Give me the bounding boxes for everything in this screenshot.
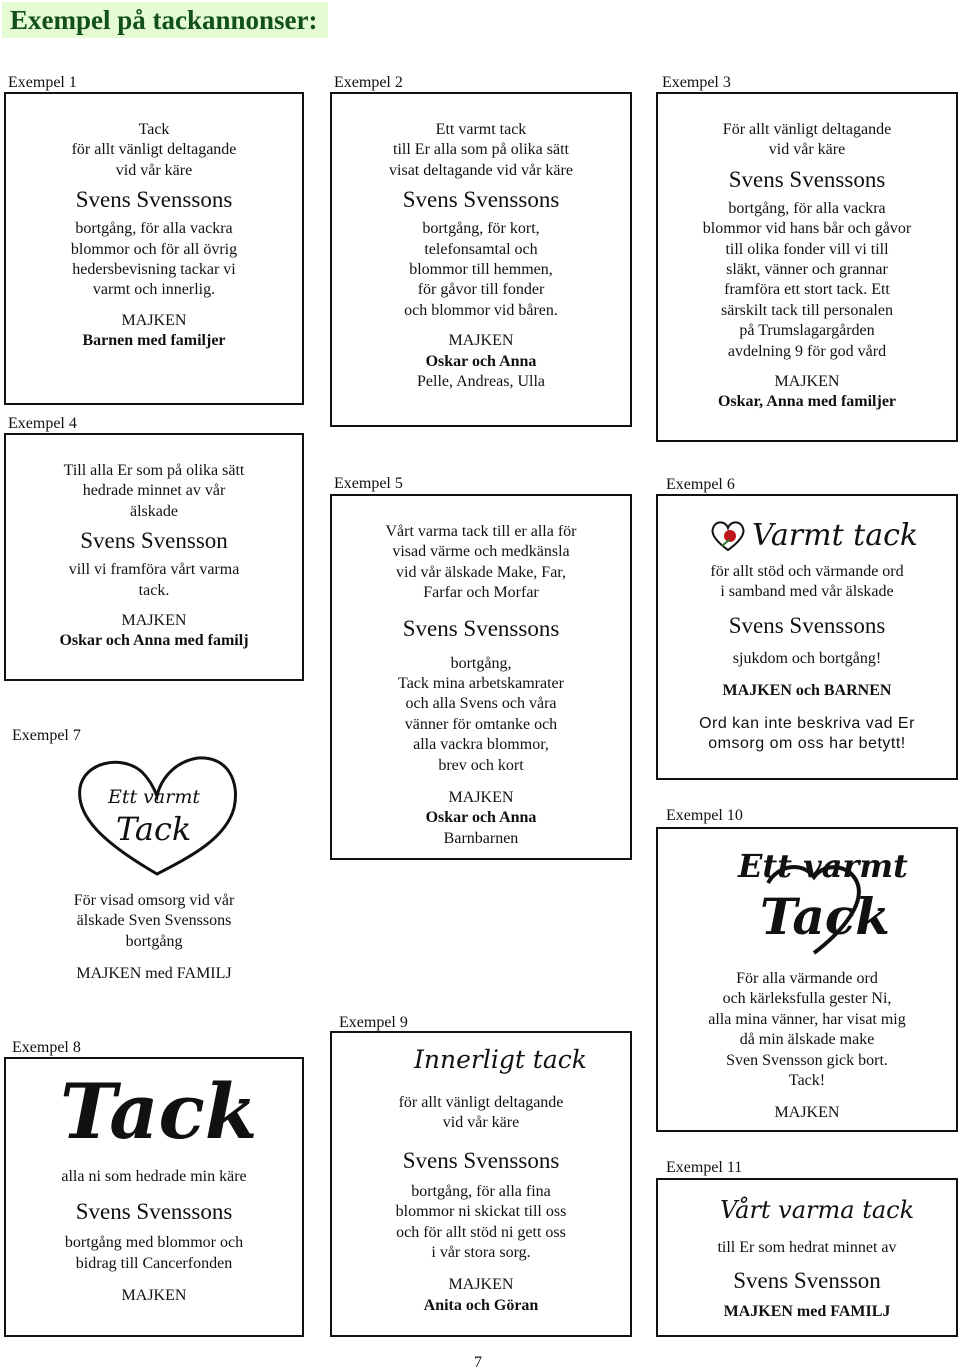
signature-family: Anita och Göran <box>423 1296 539 1314</box>
body-line: blommor till hemmen, <box>409 261 553 279</box>
logo-innerligt-tack: Innerligt tack <box>414 1045 587 1074</box>
logo-text: Tack <box>760 887 890 946</box>
body-line: bortgång <box>125 932 183 950</box>
body-line: blommor och för all övrig <box>70 240 238 258</box>
body-line: brev och kort <box>438 756 524 774</box>
ad-example-2 <box>330 92 632 427</box>
heart-rose-icon <box>708 516 748 556</box>
signature: MAJKEN med FAMILJ <box>76 965 232 983</box>
intro-line: för allt stöd och värmande ord <box>710 563 904 580</box>
label-exempel-4: Exempel 4 <box>8 415 77 432</box>
ad-example-6 <box>656 494 958 780</box>
ad-example-8 <box>4 1057 304 1337</box>
intro-line: till Er alla som på olika sätt <box>393 141 569 159</box>
body-line: Tack! <box>788 1072 826 1090</box>
signature-family: Oskar och Anna med familj <box>59 632 249 650</box>
logo-varmt-tack: Varmt tack <box>752 518 919 553</box>
deceased-name: Svens Svensson <box>80 528 228 554</box>
body-line: Tack mina arbetskamrater <box>398 675 564 693</box>
signature: MAJKEN <box>121 612 187 630</box>
intro-line: vid vår käre <box>442 1114 520 1132</box>
intro-line: till Er som hedrat minnet av <box>717 1239 897 1256</box>
logo-text: Ett varmt <box>738 847 908 885</box>
signature-family: Oskar, Anna med familjer <box>717 393 897 411</box>
body-line: särskilt tack till personalen <box>721 301 893 319</box>
page-number: 7 <box>474 1354 482 1371</box>
deceased-name: Svens Svenssons <box>728 166 886 192</box>
body-line: och för allt stöd ni gett oss <box>396 1223 566 1241</box>
signature-family: Barnen med familjer <box>82 332 226 350</box>
body-line: släkt, vänner och grannar <box>726 261 888 279</box>
body-line: och kärleksfulla gester Ni, <box>722 990 892 1008</box>
deceased-name: Svens Svenssons <box>728 612 886 638</box>
ad-example-1 <box>4 92 304 405</box>
label-exempel-2: Exempel 2 <box>334 74 403 91</box>
ad-example-5 <box>330 494 632 860</box>
deceased-name: Svens Svenssons <box>402 1147 560 1173</box>
body-line: För visad omsorg vid vår <box>73 892 235 909</box>
page-title: Exempel på tackannonser: <box>2 2 328 38</box>
intro-line: i samband med vår älskade <box>720 583 894 601</box>
label-exempel-3: Exempel 3 <box>662 74 731 91</box>
body-line: blommor ni skickat till oss <box>395 1203 567 1221</box>
deceased-name: Svens Svenssons <box>402 615 560 641</box>
body-line: blommor vid hans bår och gåvor <box>702 220 912 238</box>
intro-line: För allt vänligt deltagande <box>722 121 892 138</box>
label-exempel-8: Exempel 8 <box>12 1039 81 1056</box>
body-line: bortgång, för alla fina <box>411 1182 551 1200</box>
body-line: bortgång, för alla vackra <box>728 199 886 217</box>
intro-line: vid vår käre <box>768 141 846 159</box>
signature: MAJKEN <box>448 789 514 807</box>
body-line: till olika fonder vill vi till <box>725 240 889 258</box>
deceased-name: Svens Svenssons <box>75 1199 233 1225</box>
intro-line: vid vår älskade Make, Far, <box>396 563 566 581</box>
body-line: i vår stora sorg. <box>431 1244 531 1262</box>
signature-children: Pelle, Andreas, Ulla <box>417 373 545 391</box>
intro-line: Tack <box>138 121 170 138</box>
label-exempel-9: Exempel 9 <box>339 1014 408 1031</box>
body-line: och blommor vid båren. <box>404 301 558 319</box>
intro-line: hedrade minnet av vår <box>82 482 226 500</box>
body-line: och alla Svens och våra <box>405 695 557 713</box>
signature-grandchildren: Barnbarnen <box>443 829 519 847</box>
body-line: för gåvor till fonder <box>417 281 545 299</box>
heart-logo-ex7 <box>72 752 242 882</box>
signature: MAJKEN med FAMILJ <box>723 1303 891 1321</box>
signature: MAJKEN <box>774 373 840 391</box>
body-line: vill vi framföra vårt varma <box>68 561 240 579</box>
body-line: bortgång, för kort, <box>422 220 540 238</box>
body-line: alla vackra blommor, <box>413 736 549 754</box>
deceased-name: Svens Svenssons <box>75 187 233 213</box>
intro-line: Till alla Er som på olika sätt <box>63 462 245 479</box>
body-line: bidrag till Cancerfonden <box>75 1254 233 1272</box>
ad-example-9 <box>330 1031 632 1337</box>
signature: MAJKEN <box>448 1276 514 1294</box>
body-line: bortgång, för alla vackra <box>75 220 233 238</box>
deceased-name: Svens Svensson <box>733 1268 881 1294</box>
logo-text: Ett varmt <box>108 786 200 808</box>
body-line: bortgång, <box>450 654 512 672</box>
intro-line: Vårt varma tack till er alla för <box>385 523 577 540</box>
ad-example-11 <box>656 1178 958 1337</box>
logo-vart-varma-tack: Vårt varma tack <box>720 1196 915 1224</box>
body-line: sjukdom och bortgång! <box>732 649 882 667</box>
intro-line: för allt vänligt deltagande <box>398 1094 564 1111</box>
signature: MAJKEN <box>121 1287 187 1305</box>
body-line: vänner för omtanke och <box>404 715 558 733</box>
ad-example-4 <box>4 433 304 681</box>
logo-tack: Tack <box>60 1067 258 1156</box>
ad-example-10 <box>656 827 958 1132</box>
quote-line: Ord kan inte beskriva vad Er <box>699 714 915 732</box>
label-exempel-5: Exempel 5 <box>334 475 403 492</box>
label-exempel-10: Exempel 10 <box>666 807 743 824</box>
body-line: telefonsamtal och <box>424 240 538 258</box>
label-exempel-11: Exempel 11 <box>666 1159 743 1176</box>
intro-line: vid vår käre <box>115 161 193 179</box>
body-line: tack. <box>138 581 170 599</box>
deceased-name: Svens Svenssons <box>402 187 560 213</box>
body-line: Sven Svensson gick bort. <box>726 1051 888 1069</box>
label-exempel-6: Exempel 6 <box>666 476 735 493</box>
intro-line: alla ni som hedrade min käre <box>61 1168 247 1185</box>
body-line: För alla värmande ord <box>736 970 878 987</box>
body-line: hedersbevisning tackar vi <box>72 261 236 279</box>
body-line: varmt och innerlig. <box>92 281 216 299</box>
intro-line: Farfar och Morfar <box>423 584 539 602</box>
logo-text: Tack <box>116 810 192 848</box>
intro-line: visat deltagande vid vår käre <box>389 161 573 179</box>
signature-family: Oskar och Anna <box>425 809 537 827</box>
heart-logo-ex10 <box>698 843 918 973</box>
signature-family: Oskar och Anna <box>425 352 537 370</box>
body-line: alla mina vänner, har visat mig <box>708 1010 906 1028</box>
body-line: älskade Sven Svenssons <box>76 912 232 930</box>
signature: MAJKEN <box>774 1104 840 1122</box>
ad-example-3 <box>656 92 958 442</box>
signature: MAJKEN och BARNEN <box>722 682 892 700</box>
label-exempel-1: Exempel 1 <box>8 74 77 91</box>
quote-line: omsorg om oss har betytt! <box>708 735 906 753</box>
body-line: då min älskade make <box>739 1031 875 1049</box>
intro-line: för allt vänligt deltagande <box>71 141 237 159</box>
signature: MAJKEN <box>121 311 187 329</box>
body-line: framföra ett stort tack. Ett <box>724 281 890 299</box>
intro-line: visad värme och medkänsla <box>392 543 570 561</box>
intro-line: älskade <box>130 502 178 520</box>
body-line: bortgång med blommor och <box>64 1234 244 1252</box>
signature: MAJKEN <box>448 332 514 350</box>
body-line: avdelning 9 för god vård <box>727 342 887 360</box>
label-exempel-7: Exempel 7 <box>12 727 81 744</box>
ad-example-7 <box>4 891 304 985</box>
intro-line: Ett varmt tack <box>435 121 527 138</box>
body-line: på Trumslagargården <box>739 322 875 340</box>
